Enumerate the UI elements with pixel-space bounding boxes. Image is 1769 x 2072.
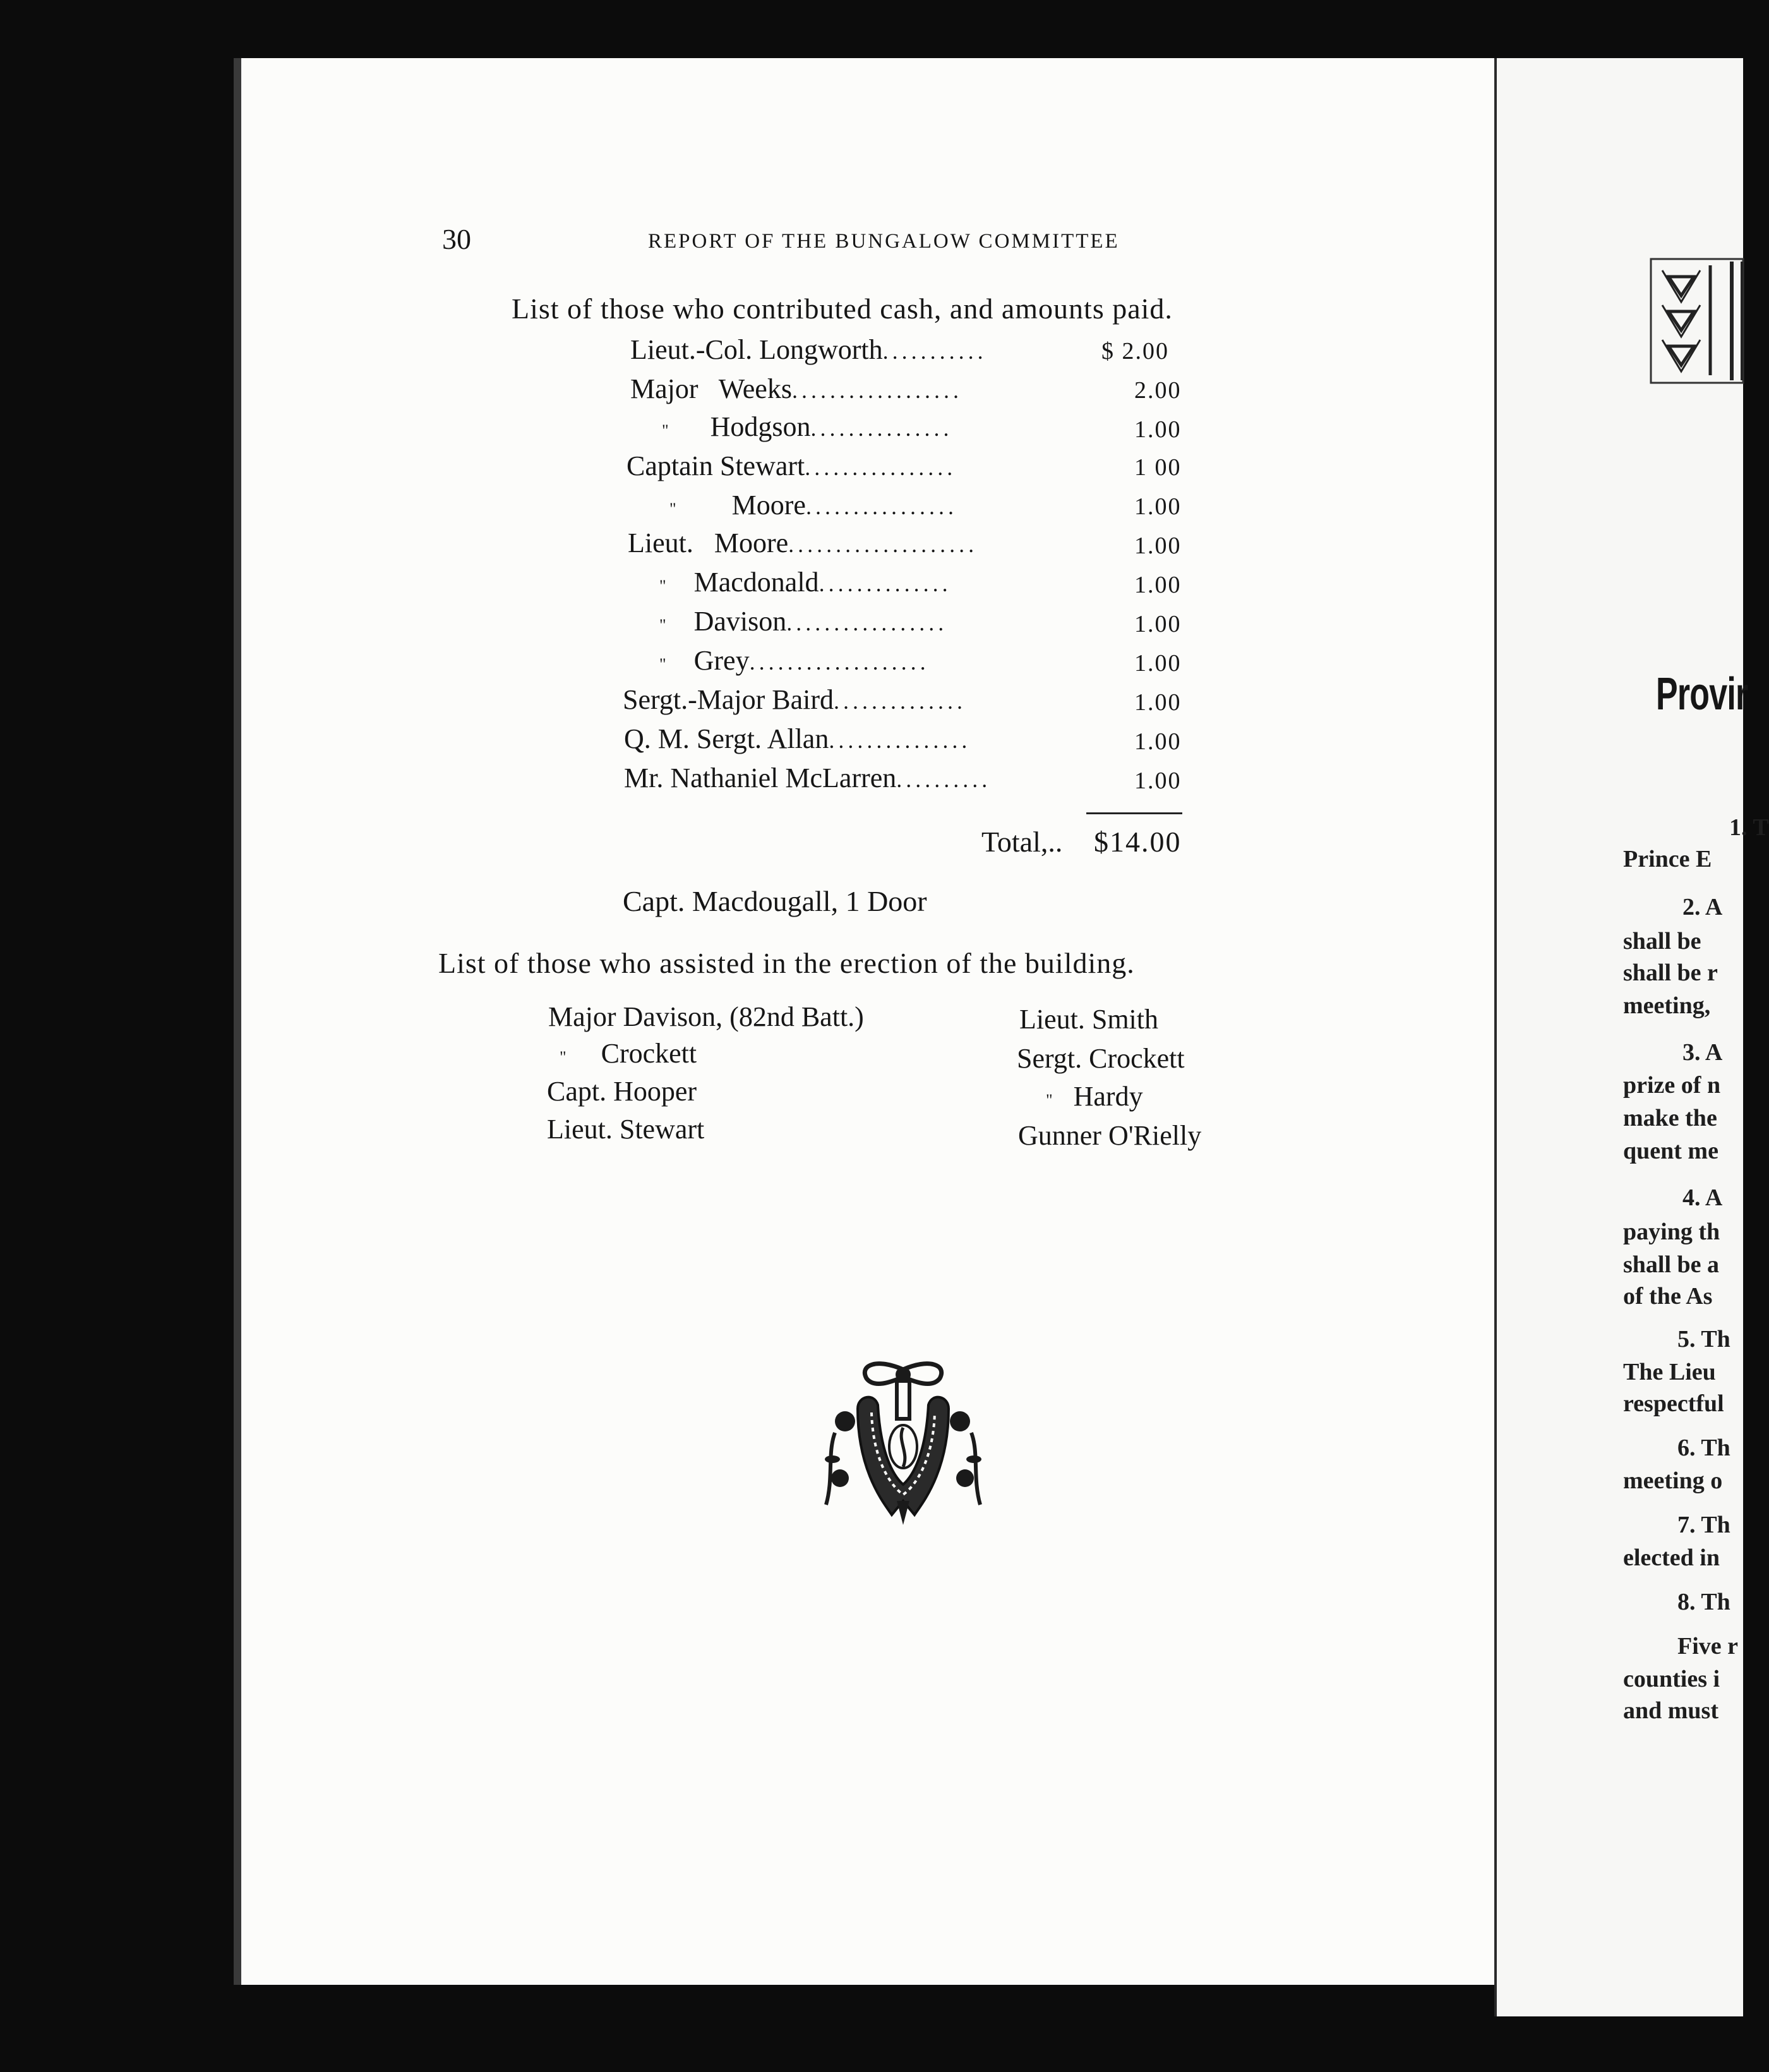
text-line: Prince E: [1623, 846, 1712, 872]
contributor-name: Moore: [731, 490, 806, 521]
contributor-row: " Hodgson...............: [662, 411, 953, 442]
contributor-row: Q. M. Sergt. Allan...............: [624, 723, 971, 754]
contributor-name: Macdonald: [693, 567, 819, 598]
contributor-row: " Macdonald..............: [659, 567, 952, 598]
contributor-amount: 1.00: [1134, 533, 1182, 559]
assistant-name: Smith: [1091, 1004, 1159, 1035]
assistant-rank: Lieut.: [547, 1114, 613, 1145]
text-line: respectful: [1623, 1390, 1724, 1417]
contributor-amount: 1.00: [1134, 768, 1182, 794]
contributor-name: Allan: [767, 723, 829, 754]
assistant-rank: Lieut.: [1019, 1004, 1085, 1035]
border-ornament-icon: [1650, 258, 1743, 384]
assistant-name: Stewart: [619, 1114, 705, 1145]
contributor-name: Moore: [714, 527, 789, 558]
ditto-mark: ": [659, 655, 666, 673]
contributor-amount: 1.00: [1134, 650, 1182, 677]
contributor-name: Longworth: [759, 334, 883, 365]
ditto-mark: ": [659, 577, 666, 595]
contributor-rank: Captain: [627, 450, 713, 481]
text-line: meeting o: [1623, 1467, 1723, 1494]
assistant-name: Crockett: [1089, 1043, 1185, 1074]
text-line: 8. Th: [1677, 1589, 1730, 1615]
text-line: prize of n: [1623, 1072, 1721, 1099]
contributor-rank: Lieut.-Col.: [630, 334, 753, 365]
contributor-name: Grey: [693, 645, 750, 676]
assistant-name: Davison, (82nd Batt.): [623, 1001, 864, 1032]
assistant-rank: Gunner: [1018, 1120, 1101, 1151]
contributor-row: Captain Stewart................: [627, 450, 957, 481]
page-number: 30: [442, 223, 471, 255]
contributor-name: Baird: [772, 684, 834, 715]
contributor-amount: 1 00: [1134, 454, 1182, 481]
text-line: 7. Th: [1677, 1512, 1730, 1538]
total-rule: [1086, 812, 1182, 814]
assistant-row: [547, 1113, 704, 1145]
text-line: counties i: [1623, 1666, 1720, 1692]
contributor-amount: 2.00: [1134, 377, 1182, 404]
assistant-row: [1018, 1119, 1201, 1152]
contributor-name: Stewart: [719, 450, 805, 481]
text-line: 1. T: [1729, 814, 1769, 841]
contributor-name: Weeks: [718, 373, 792, 404]
contributor-row: " Grey...................: [659, 645, 930, 676]
text-line: meeting,: [1623, 992, 1711, 1019]
text-line: shall be a: [1623, 1251, 1720, 1278]
contributor-name: Davison: [693, 606, 787, 637]
ditto-mark: ": [1046, 1091, 1053, 1109]
assistant-rank: Capt.: [547, 1076, 607, 1107]
contributor-row: " Moore................: [669, 490, 957, 521]
door-donation: Capt. Macdougall, 1 Door: [623, 885, 927, 917]
contributor-row: Lieut.-Col. Longworth...........: [630, 334, 987, 365]
assistant-row: [1019, 1003, 1158, 1035]
assistant-name: Hooper: [613, 1076, 697, 1107]
contributor-rank: Q. M. Sergt.: [624, 723, 762, 754]
ditto-mark: ": [669, 500, 676, 518]
text-line: 6. Th: [1677, 1435, 1730, 1461]
contributor-amount: 1.00: [1134, 416, 1182, 443]
text-line: of the As: [1623, 1283, 1713, 1310]
contributor-rank: Lieut.: [628, 527, 693, 558]
contributors-heading: List of those who contributed cash, and amounts paid.: [512, 292, 1173, 325]
assistant-rank: Major: [548, 1001, 616, 1032]
contributor-amount: 1.00: [1134, 493, 1182, 520]
text-line: 2. A: [1682, 894, 1723, 920]
ditto-mark: ": [662, 421, 669, 440]
horseshoe-emblem-icon: [808, 1352, 998, 1529]
assistant-name: O'Rielly: [1108, 1120, 1202, 1151]
total-label: Total,..: [981, 826, 1063, 858]
text-line: shall be: [1623, 928, 1701, 955]
right-page-heading: Provir: [1656, 669, 1748, 720]
contributor-row: Sergt.-Major Baird..............: [623, 684, 967, 715]
text-line: and must: [1623, 1697, 1718, 1724]
text-line: The Lieu: [1623, 1359, 1716, 1385]
text-line: paying th: [1623, 1219, 1720, 1245]
contributor-amount: $ 2.00: [1101, 338, 1169, 364]
contributor-amount: 1.00: [1134, 572, 1182, 598]
assistant-row: [547, 1075, 697, 1107]
text-line: make the: [1623, 1105, 1717, 1131]
contributor-amount: 1.00: [1134, 728, 1182, 755]
assistant-row: [1017, 1042, 1185, 1075]
contributor-row: Mr. Nathaniel McLarren..........: [624, 762, 992, 793]
text-line: elected in: [1623, 1545, 1720, 1571]
contributor-amount: 1.00: [1134, 689, 1182, 716]
contributor-name: Nathaniel McLarren: [670, 762, 897, 793]
assistant-row: [560, 1037, 697, 1069]
text-line: Five r: [1677, 1633, 1739, 1659]
text-line: 4. A: [1682, 1184, 1723, 1211]
text-line: shall be r: [1623, 960, 1718, 986]
ditto-mark: ": [560, 1048, 567, 1066]
contributor-name: Hodgson: [710, 411, 811, 442]
contributor-rank: Major: [630, 373, 699, 404]
text-line: 5. Th: [1677, 1326, 1730, 1352]
assistants-heading: List of those who assisted in the erection of the building.: [438, 947, 1135, 979]
assistant-row: [1046, 1080, 1143, 1112]
assistant-name: Hardy: [1073, 1081, 1143, 1112]
contributor-row: Major Weeks..................: [630, 373, 962, 404]
contributor-row: Lieut. Moore....................: [628, 527, 978, 558]
assistant-name: Crockett: [601, 1038, 697, 1069]
text-line: 3. A: [1682, 1039, 1723, 1066]
text-line: quent me: [1623, 1138, 1718, 1164]
contributor-row: " Davison.................: [659, 606, 948, 637]
ditto-mark: ": [659, 616, 666, 634]
total-value: $14.00: [1094, 826, 1182, 858]
contributor-rank: Sergt.-Major: [623, 684, 765, 715]
assistant-row: [548, 1001, 864, 1033]
running-head: REPORT OF THE BUNGALOW COMMITTEE: [648, 230, 1120, 253]
contributor-rank: Mr.: [624, 762, 664, 793]
contributor-amount: 1.00: [1134, 611, 1182, 637]
assistant-rank: Sergt.: [1017, 1043, 1082, 1074]
